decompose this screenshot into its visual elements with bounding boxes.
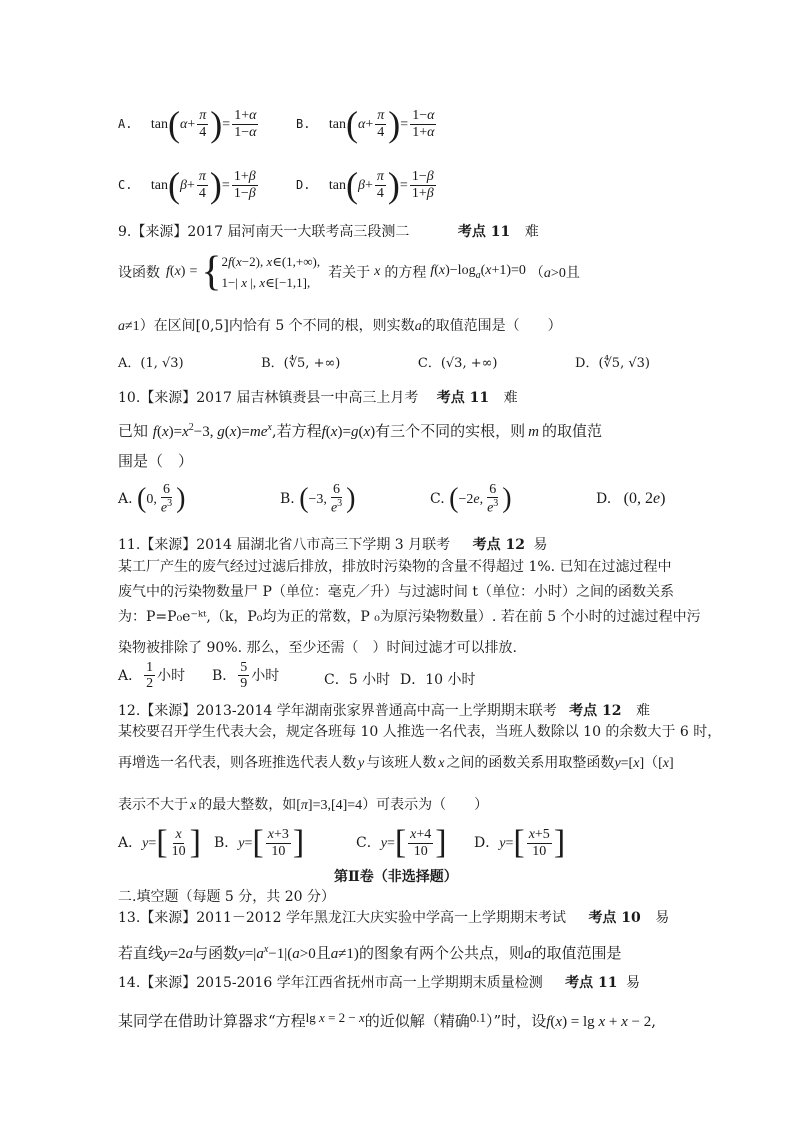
- part2-title: 第Ⅱ卷（非选择题）: [334, 869, 458, 885]
- q10-header: 10.【来源】2017 届吉林镇赉县一中高三上月考 考点 11 难: [118, 390, 518, 406]
- q9-line2: a≠1）在区间[0,5]内恰有 5 个不同的根，则实数a的取值范围是（ ）: [118, 318, 562, 334]
- q10-line2: 围是（ ）: [118, 452, 194, 470]
- q11-option-c[interactable]: C．5 小时: [324, 672, 391, 688]
- q10-line1: 已知 $f(x)=x^2-3$, $g(x)=me^x$,若方程f(x)=g(x)有三个不同的实根，则 m 的取值范: [118, 422, 602, 440]
- piecewise-cases: 2f(x−2), x∈(1,+∞), 1−| x |, x∈[−1,1],: [221, 254, 321, 290]
- q14-line1: 某同学在借助计算器求“方程lg x = 2 − x的近似解（精确0.1）”时，设f(x) = lg x + x − 2,: [118, 1010, 656, 1030]
- q12-option-c[interactable]: C．y=[ $\frac{x+4}{10}$ ]: [356, 824, 447, 861]
- q8-option-d[interactable]: D. tan(β+ $\frac{\pi}{4}$ )= $\frac{1-\beta}{1+\beta}$: [296, 165, 434, 205]
- q14-header: 14.【来源】2015-2016 学年江西省抚州市高一上学期期末质量检测 考点 11 易: [118, 975, 640, 991]
- q12-option-a[interactable]: A．y=[ $\frac{x}{10}$ ]: [118, 824, 201, 861]
- q9-option-a[interactable]: A．(1, √3): [118, 356, 184, 371]
- q11-line1: 某工厂产生的废气经过过滤后排放，排放时污染物的含量不得超过 1%. 已知在过滤过程中: [118, 559, 672, 575]
- q11-option-b[interactable]: B． $\frac{5}{9}$ 小时: [212, 660, 280, 692]
- q11-option-a[interactable]: A． $\frac{1}{2}$ 小时: [118, 660, 186, 692]
- q12-header: 12.【来源】2013-2014 学年湖南张家界普通高中高一上学期期末联考 考点 12 难: [118, 703, 650, 719]
- q9-options: [118, 354, 678, 374]
- q10-option-a[interactable]: A. (0, $\frac{6}{e^3}$ ): [118, 482, 186, 517]
- q12-line3: 表示不大于 x 的最大整数，如[π]=3,[4]=4）可表示为（ ）: [118, 797, 489, 813]
- q8-option-b[interactable]: B. tan(α+ $\frac{\pi}{4}$ )= $\frac{1-\alpha}{1+\alpha}$: [296, 104, 435, 144]
- q11-line2: 废气中的污染物数量尸 P（单位：毫克／升）与过滤时间 t（单位：小时）之间的函数关系: [118, 584, 674, 600]
- q13-line1: 若直线y=2a与函数$y=|a^x-1|(a>0$且a≠1)的图象有两个公共点，则a的取值范围是: [118, 944, 622, 962]
- q12-option-d[interactable]: D．y=[ $\frac{x+5}{10}$ ]: [474, 824, 566, 861]
- q9-option-d[interactable]: D．(∜5, √3): [575, 356, 650, 371]
- q12-option-b[interactable]: B．y=[ $\frac{x+3}{10}$ ]: [214, 824, 305, 861]
- q12-line1: 某校要召开学生代表大会，规定各班每 10 人推选一名代表，当班人数除以 10 的余数大于 6 时，: [118, 724, 722, 740]
- q11-line4: 染物被排除了 90%. 那么，至少还需（ ）时间过滤才可以排放.: [118, 640, 517, 656]
- q9-option-c[interactable]: C．(√3, +∞): [417, 356, 498, 371]
- q10-option-d[interactable]: D. (0, 2e): [596, 490, 666, 507]
- q11-line3: 为：P=P₀e⁻ᵏᵗ,（k，P₀均为正的常数，P ₀为原污染物数量）. 若在前 5 个小时的过滤过程中污: [118, 609, 701, 625]
- q9-header: 9.【来源】2017 届河南天一大联考高三段测二 考点 11 难: [118, 224, 539, 240]
- q9-line1: 设函数 f ( x ) = { 2f(x−2), x∈(1,+∞), 1−| x |, x∈[−1,1], 若关于 x 的方程 $f(x)-\log_a(x+1)=0$ （a>0 且: [118, 249, 580, 295]
- q10-option-c[interactable]: C. (−2e, $\frac{6}{e^3}$ ): [430, 482, 512, 517]
- q8-option-a[interactable]: A. tan(α+ $\frac{\pi}{4}$ )= $\frac{1+\alpha}{1-\alpha}$: [118, 104, 257, 144]
- q10-option-b[interactable]: B. (−3, $\frac{6}{e^3}$ ): [280, 482, 356, 517]
- q13-header: 13.【来源】2011－2012 学年黑龙江大庆实验中学高一上学期期末考试 考点 10 易: [118, 910, 670, 926]
- q12-line2: 再增选一名代表，则各班推选代表人数 y 与该班人数 x 之间的函数关系用取整函数y=[x]（[x]: [118, 755, 674, 771]
- q9-option-b[interactable]: B．(∜5, +∞): [261, 356, 341, 371]
- q11-option-d[interactable]: D．10 小时: [400, 672, 476, 688]
- q11-header: 11.【来源】2014 届湖北省八市高三下学期 3 月联考 考点 12 易: [118, 537, 548, 553]
- section-fill-in-heading: 二.填空题（每题 5 分，共 20 分）: [118, 889, 335, 905]
- piecewise-brace: {: [201, 249, 222, 295]
- q8-option-c[interactable]: C. tan(β+ $\frac{\pi}{4}$ )= $\frac{1+\beta}{1-\beta}$: [118, 165, 256, 205]
